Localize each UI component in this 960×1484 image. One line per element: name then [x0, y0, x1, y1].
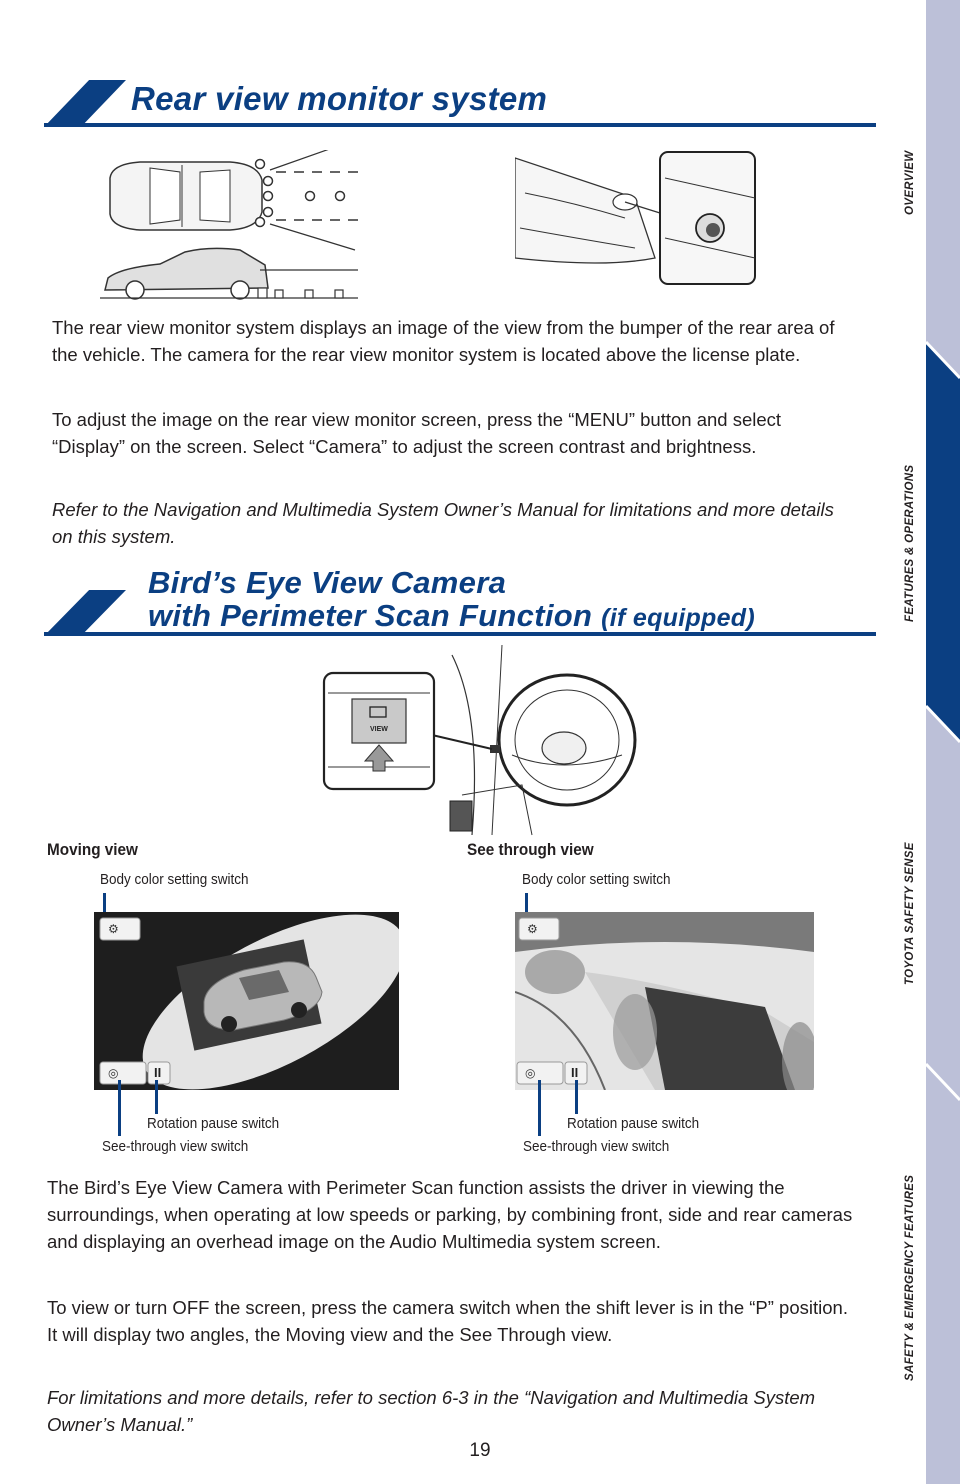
tab-toyota-safety-sense[interactable]: TOYOTA SAFETY SENSE [904, 842, 916, 985]
moving-rotation-pause-switch-icon[interactable]: II [154, 1065, 162, 1080]
section2-paragraph-1: The Bird’s Eye View Camera with Perimeter Scan function assists the driver in viewing the surroundings, when operating at low speeds or parking, by combining front, side and rear cameras and displaying an overhead image on the Audio Multimedia system screen. [47, 1177, 853, 1252]
moving-view-screen [94, 912, 399, 1090]
page-number: 19 [469, 1440, 491, 1461]
section1-paragraph-1: The rear view monitor system displays an image of the view from the bumper of the rear area of the vehicle. The camera for the rear view monitor system is located above the license plate. [52, 317, 835, 365]
tab-features-operations[interactable]: FEATURES & OPERATIONS [904, 464, 916, 622]
section2-title-line2 [148, 598, 755, 634]
view-button-location-illustration [322, 645, 642, 837]
moving-see-through-callout: See-through view switch [102, 1138, 249, 1155]
section2-flag [44, 590, 126, 636]
seethrough-body-color-switch-icon[interactable]: ⚙ [527, 922, 538, 936]
section1-paragraph-3: Refer to the Navigation and Multimedia System Owner’s Manual for limitations and more details on this system. [52, 499, 834, 547]
seethrough-rotation-pause-switch-icon[interactable]: II [571, 1065, 579, 1080]
see-through-view-label: See through view [467, 840, 594, 859]
see-through-view-image [515, 912, 814, 1090]
section2-title-main: with Perimeter Scan Function [148, 598, 593, 633]
moving-see-through-switch-icon[interactable]: ◎ [108, 1066, 119, 1080]
moving-rotation-pause-callout: Rotation pause switch [147, 1115, 280, 1132]
section1-paragraph-2: To adjust the image on the rear view monitor screen, press the “MENU” button and select “Display” on the screen. Select “Camera” to adjust the screen contrast and brightness. [52, 409, 782, 457]
seethrough-body-color-callout: Body color setting switch [522, 871, 671, 888]
view-button-label: VIEW [370, 726, 388, 733]
seethrough-see-through-leader [538, 1080, 541, 1136]
moving-rotation-pause-leader [155, 1080, 158, 1114]
section2-paragraph-3: For limitations and more details, refer to section 6-3 in the “Navigation and Multimedia System Owner’s Manual.” [47, 1387, 816, 1435]
section1-title: Rear view monitor system [131, 80, 548, 117]
moving-body-color-callout: Body color setting switch [100, 871, 249, 888]
section2-paragraph-2: To view or turn OFF the screen, press the camera switch when the shift lever is in the “P” position. It will display two angles, the Moving view and the See Through view. [47, 1297, 848, 1345]
section1-rule [44, 123, 876, 127]
tab-overview[interactable]: OVERVIEW [904, 150, 916, 215]
section2-title-suffix: (if equipped) [601, 604, 756, 632]
seethrough-rotation-pause-leader [575, 1080, 578, 1114]
seethrough-rotation-pause-callout: Rotation pause switch [567, 1115, 700, 1132]
seethrough-see-through-callout: See-through view switch [523, 1138, 670, 1155]
moving-view-image [94, 912, 399, 1090]
moving-body-color-switch-icon[interactable]: ⚙ [108, 922, 119, 936]
tab-safety-emergency[interactable]: SAFETY & EMERGENCY FEATURES [904, 1174, 916, 1381]
moving-see-through-leader [118, 1080, 121, 1136]
see-through-view-screen [515, 912, 814, 1090]
moving-view-label: Moving view [47, 840, 138, 859]
seethrough-see-through-switch-icon[interactable]: ◎ [525, 1066, 536, 1080]
section1-flag [44, 80, 126, 127]
rear-camera-location-illustration [515, 138, 760, 298]
rear-camera-range-diagram [100, 150, 370, 305]
tab-dividers [926, 0, 960, 1484]
section2-title-line1: Bird’s Eye View Camera [148, 565, 507, 600]
